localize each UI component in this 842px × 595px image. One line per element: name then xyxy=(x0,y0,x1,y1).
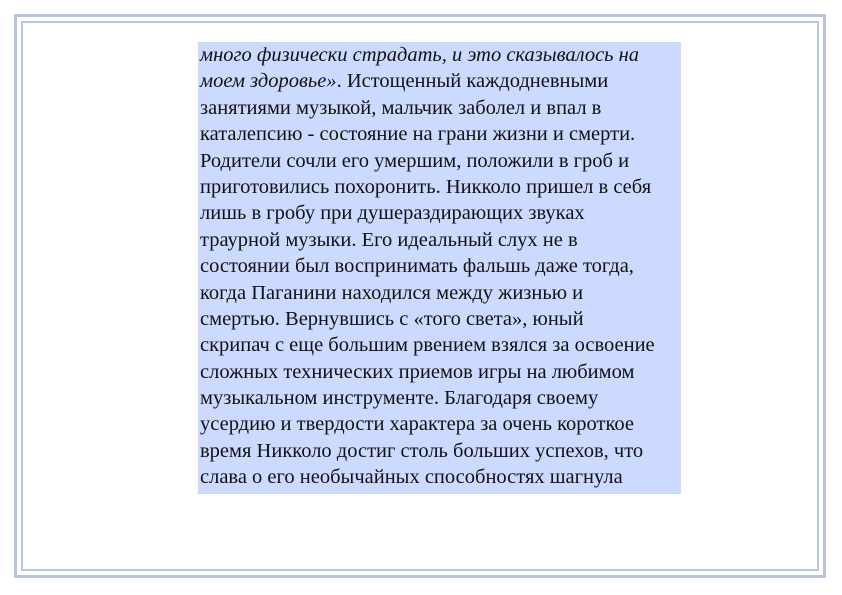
text-segment: сложных технических приемов игры на любимом xyxy=(200,360,635,383)
text-segment: слава о его необычайных способностях шагнула xyxy=(200,466,623,489)
text-line xyxy=(200,280,681,306)
text-line xyxy=(200,385,681,411)
text-line xyxy=(200,332,681,358)
text-segment: музыкальном инструменте. Благодаря своему xyxy=(200,387,599,410)
text-line xyxy=(200,121,681,147)
text-segment: траурной музыки. Его идеальный слух не в xyxy=(200,228,578,251)
text-line xyxy=(200,306,681,332)
text-line xyxy=(200,42,681,68)
text-segment: лишь в гробу при душераздирающих звуках xyxy=(200,202,585,225)
text-segment: когда Паганини находился между жизнью и xyxy=(200,281,584,304)
text-line xyxy=(200,148,681,174)
text-segment: приготовились похоронить. Никколо пришел в себя xyxy=(200,175,652,198)
text-segment: занятиями музыкой, мальчик заболел и впал в xyxy=(200,96,602,119)
text-line xyxy=(200,200,681,226)
text-segment: состоянии был воспринимать фальшь даже тогда, xyxy=(200,255,634,278)
text-segment: усердию и твердости характера за очень короткое xyxy=(200,413,634,436)
text-segment: смертью. Вернувшись с «того света», юный xyxy=(200,307,584,330)
text-segment: скрипач с еще большим рвением взялся за освоение xyxy=(200,334,655,357)
text-line xyxy=(200,174,681,200)
text-line xyxy=(200,464,681,490)
text-segment: время Никколо достиг столь больших успехов, что xyxy=(200,439,644,462)
text-segment: каталепсию - состояние на грани жизни и смерти. xyxy=(200,123,636,146)
text-line xyxy=(200,227,681,253)
text-line xyxy=(200,359,681,385)
italic-text-segment: много физически страдать, и это сказывалось на xyxy=(200,44,640,66)
text-line xyxy=(200,438,681,464)
text-line xyxy=(200,411,681,437)
italic-text-segment: моем здоровье» xyxy=(200,70,337,93)
text-segment: . Истощенный каждодневными xyxy=(336,70,609,93)
text-line xyxy=(200,95,681,121)
text-line xyxy=(200,253,681,279)
text-block xyxy=(198,42,681,494)
text-line xyxy=(200,68,681,94)
text-segment: Родители сочли его умершим, положили в гроб и xyxy=(200,149,630,172)
